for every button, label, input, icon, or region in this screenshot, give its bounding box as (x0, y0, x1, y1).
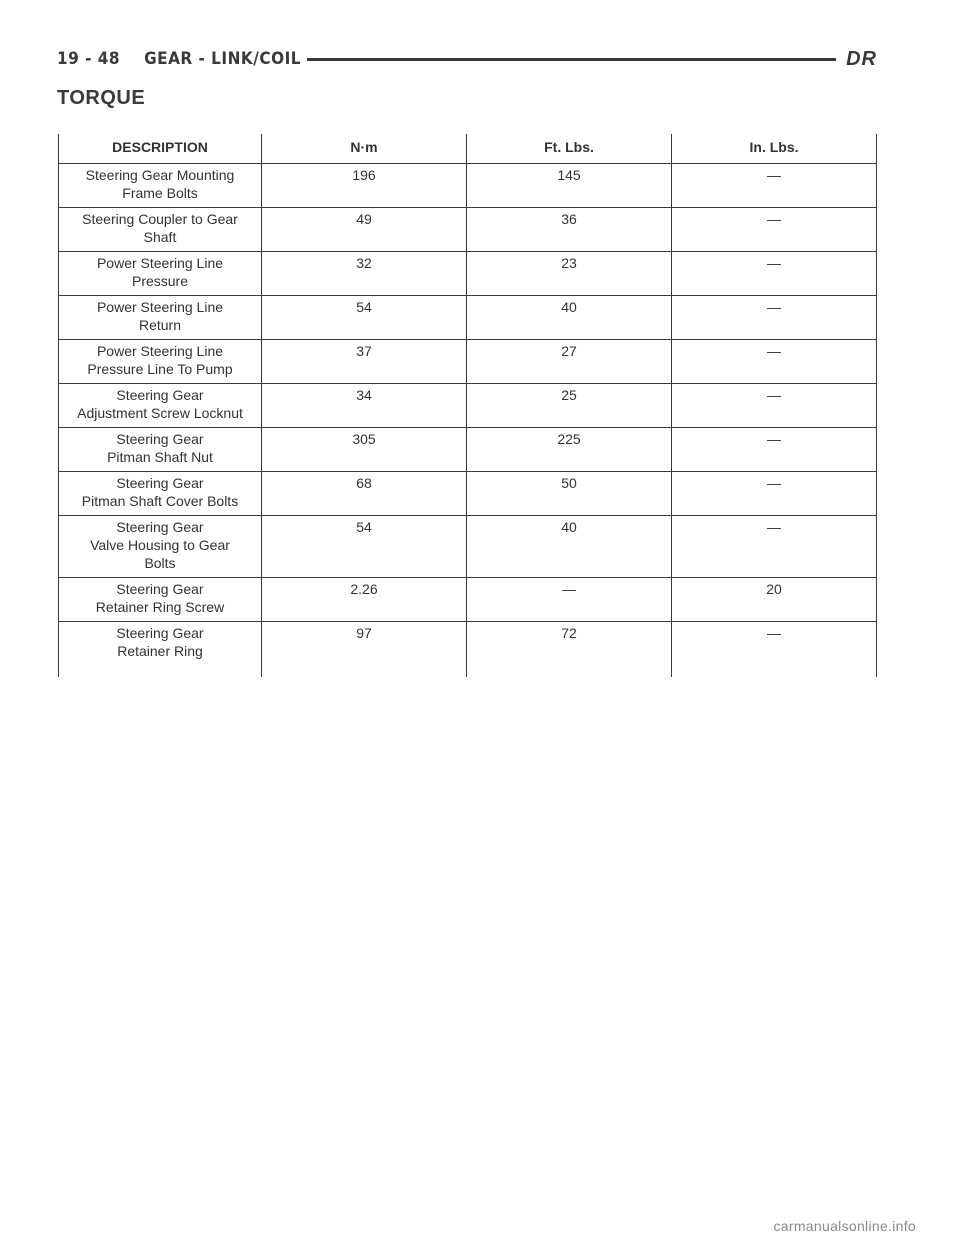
nm-cell: 305 (262, 428, 467, 472)
table-header-row (59, 134, 877, 164)
description-cell: Steering Gear Retainer Ring Screw (59, 578, 262, 622)
nm-cell: 34 (262, 384, 467, 428)
page-header (57, 46, 877, 72)
ft-lbs-cell: 72 (467, 622, 672, 678)
watermark: carmanualsonline.info (773, 1218, 916, 1234)
description-cell: Steering Gear Valve Housing to Gear Bolts (59, 516, 262, 578)
page-title: TORQUE (57, 87, 146, 109)
nm-cell: 37 (262, 340, 467, 384)
table-body (59, 164, 877, 678)
table-row (59, 578, 877, 622)
table-row (59, 340, 877, 384)
header-rule (307, 58, 836, 61)
table-row (59, 296, 877, 340)
nm-cell: 54 (262, 516, 467, 578)
nm-cell: 68 (262, 472, 467, 516)
column-header-in-lbs: In. Lbs. (672, 134, 877, 164)
description-cell: Steering Gear Retainer Ring (59, 622, 262, 678)
nm-cell: 2.26 (262, 578, 467, 622)
in-lbs-cell: — (672, 208, 877, 252)
in-lbs-cell: — (672, 516, 877, 578)
ft-lbs-cell: 25 (467, 384, 672, 428)
ft-lbs-cell: 145 (467, 164, 672, 208)
nm-cell: 49 (262, 208, 467, 252)
in-lbs-cell: 20 (672, 578, 877, 622)
ft-lbs-cell: 27 (467, 340, 672, 384)
description-cell: Steering Gear Pitman Shaft Cover Bolts (59, 472, 262, 516)
in-lbs-cell: — (672, 296, 877, 340)
ft-lbs-cell: 225 (467, 428, 672, 472)
brand-logo: DR (846, 47, 877, 70)
column-header-ft-lbs: Ft. Lbs. (467, 134, 672, 164)
table-row (59, 252, 877, 296)
table-row (59, 516, 877, 578)
in-lbs-cell: — (672, 164, 877, 208)
table-row (59, 164, 877, 208)
ft-lbs-cell: — (467, 578, 672, 622)
ft-lbs-cell: 23 (467, 252, 672, 296)
in-lbs-cell: — (672, 428, 877, 472)
nm-cell: 97 (262, 622, 467, 678)
in-lbs-cell: — (672, 622, 877, 678)
description-cell: Power Steering Line Pressure (59, 252, 262, 296)
in-lbs-cell: — (672, 472, 877, 516)
in-lbs-cell: — (672, 384, 877, 428)
column-header-description: DESCRIPTION (59, 134, 262, 164)
description-cell: Power Steering Line Return (59, 296, 262, 340)
description-cell: Steering Coupler to Gear Shaft (59, 208, 262, 252)
table-row (59, 622, 877, 678)
ft-lbs-cell: 40 (467, 296, 672, 340)
nm-cell: 196 (262, 164, 467, 208)
ft-lbs-cell: 36 (467, 208, 672, 252)
torque-table (58, 134, 877, 677)
description-cell: Power Steering Line Pressure Line To Pump (59, 340, 262, 384)
table-row (59, 428, 877, 472)
in-lbs-cell: — (672, 252, 877, 296)
nm-cell: 32 (262, 252, 467, 296)
description-cell: Steering Gear Mounting Frame Bolts (59, 164, 262, 208)
in-lbs-cell: — (672, 340, 877, 384)
ft-lbs-cell: 40 (467, 516, 672, 578)
table-row (59, 208, 877, 252)
description-cell: Steering Gear Pitman Shaft Nut (59, 428, 262, 472)
table-row (59, 472, 877, 516)
table-row (59, 384, 877, 428)
page-number: 19 - 48 (57, 49, 121, 69)
nm-cell: 54 (262, 296, 467, 340)
ft-lbs-cell: 50 (467, 472, 672, 516)
section-title: GEAR - LINK/COIL (144, 49, 301, 69)
description-cell: Steering Gear Adjustment Screw Locknut (59, 384, 262, 428)
column-header-nm: N·m (262, 134, 467, 164)
